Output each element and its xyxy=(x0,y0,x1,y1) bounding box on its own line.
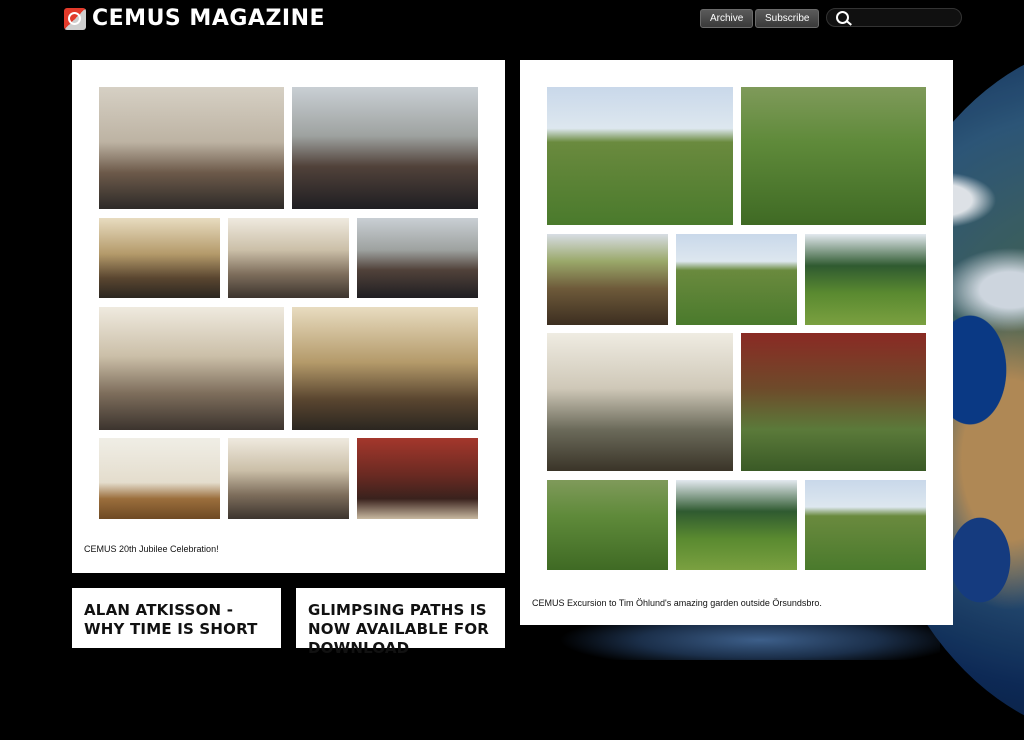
photo-gallery-thumb[interactable] xyxy=(741,333,926,471)
photo-gallery-thumb[interactable] xyxy=(228,438,349,519)
search-icon[interactable] xyxy=(836,11,849,24)
photo-gallery-thumb[interactable] xyxy=(99,87,284,209)
post-card-excursion[interactable] xyxy=(520,60,953,625)
post-title-link[interactable]: ALAN ATKISSON - WHY TIME IS SHORT xyxy=(84,601,258,638)
photo-gallery-thumb[interactable] xyxy=(547,333,733,471)
photo-gallery-thumb[interactable] xyxy=(292,87,478,209)
photo-gallery-thumb[interactable] xyxy=(99,218,220,298)
photo-gallery-thumb[interactable] xyxy=(805,480,926,570)
photo-gallery-thumb[interactable] xyxy=(99,438,220,519)
photo-gallery-thumb[interactable] xyxy=(547,480,668,570)
post-title-link[interactable]: GLIMPSING PATHS IS NOW AVAILABLE FOR DOWNLOAD xyxy=(308,601,490,657)
photo-gallery-thumb[interactable] xyxy=(228,218,349,298)
search-input[interactable] xyxy=(853,10,957,27)
subscribe-button[interactable]: Subscribe xyxy=(755,9,819,28)
earth-background-bottom xyxy=(560,620,940,660)
photo-gallery-thumb[interactable] xyxy=(805,234,926,325)
photo-gallery-thumb[interactable] xyxy=(357,218,478,298)
post-card-atkisson[interactable] xyxy=(72,588,281,648)
photo-gallery-thumb[interactable] xyxy=(99,307,284,430)
cemus-logo-icon xyxy=(64,8,86,30)
photo-gallery-thumb[interactable] xyxy=(547,87,733,225)
search-box[interactable] xyxy=(826,8,962,27)
site-title[interactable]: CEMUS MAGAZINE xyxy=(92,6,326,31)
photo-gallery-thumb[interactable] xyxy=(357,438,478,519)
archive-button[interactable]: Archive xyxy=(700,9,753,28)
site-logo[interactable] xyxy=(64,6,325,31)
post-caption[interactable]: CEMUS Excursion to Tim Öhlund's amazing garden outside Örsundsbro. xyxy=(532,598,822,608)
photo-gallery-thumb[interactable] xyxy=(676,480,797,570)
photo-gallery-thumb[interactable] xyxy=(547,234,668,325)
post-caption[interactable]: CEMUS 20th Jubilee Celebration! xyxy=(84,544,219,554)
photo-gallery-thumb[interactable] xyxy=(741,87,926,225)
photo-gallery-thumb[interactable] xyxy=(292,307,478,430)
post-card-glimpsing-paths[interactable] xyxy=(296,588,505,657)
post-card-jubilee[interactable] xyxy=(72,60,505,573)
photo-gallery-thumb[interactable] xyxy=(676,234,797,325)
